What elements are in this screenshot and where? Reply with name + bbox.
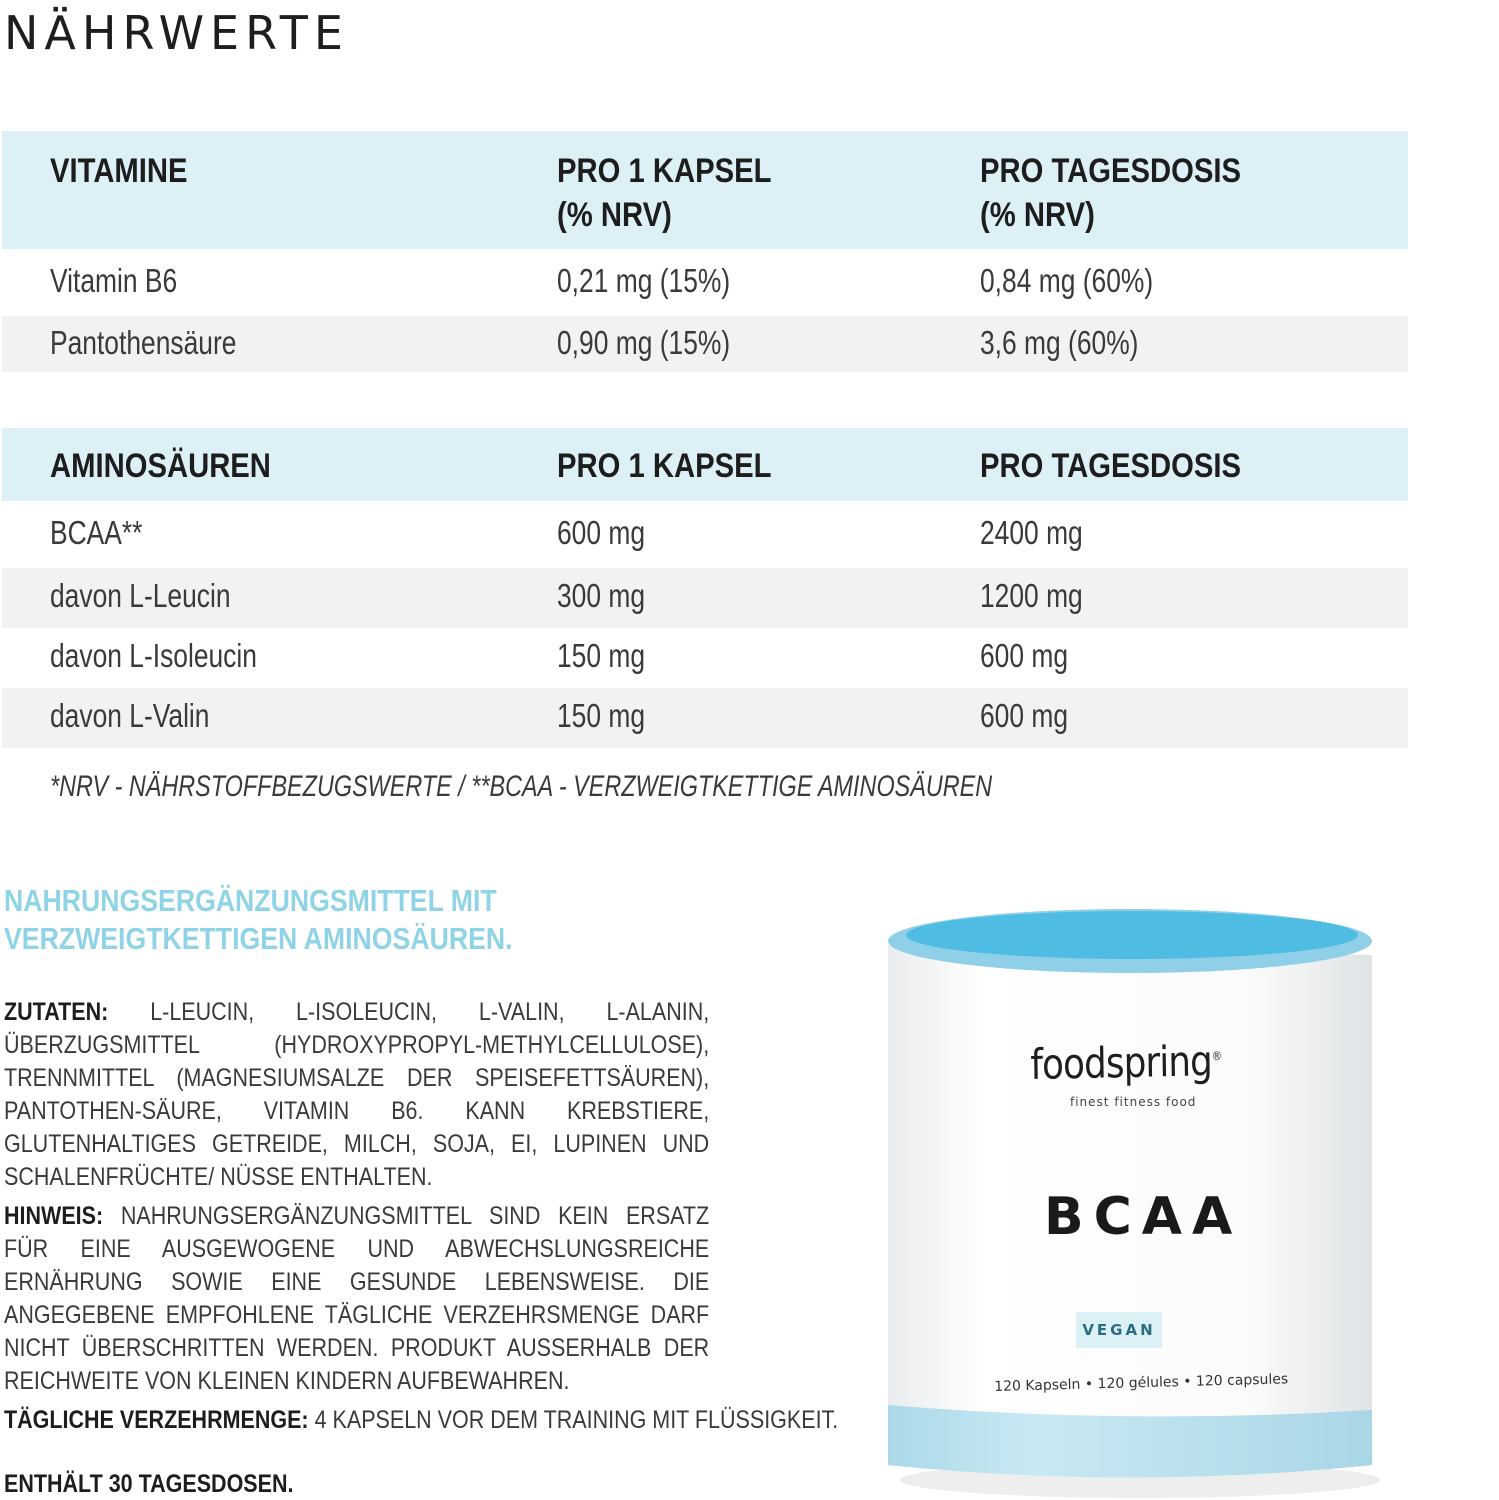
servings-count: ENTHÄLT 30 TAGESDOSEN.	[4, 1470, 294, 1498]
header-aminosaeuren: AMINOSÄUREN	[50, 447, 271, 485]
cell-nutrient: BCAA**	[50, 514, 143, 551]
notice-label: HINWEIS:	[4, 1202, 104, 1230]
cell-nutrient: Pantothensäure	[50, 324, 237, 361]
cell-per-day: 2400 mg	[980, 514, 1083, 551]
cell-per-day: 3,6 mg (60%)	[980, 324, 1139, 361]
product-can-image	[880, 905, 1380, 1500]
header-pro-tagesdosis: PRO TAGESDOSIS (% NRV)	[980, 152, 1242, 234]
daily-dose-text: 4 KAPSELN VOR DEM TRAINING MIT FLÜSSIGKEIT.	[314, 1406, 839, 1434]
table-header	[2, 428, 1408, 501]
table-row	[2, 688, 1408, 748]
ingredients-label: ZUTATEN:	[4, 998, 109, 1026]
cell-per-capsule: 600 mg	[557, 514, 646, 551]
vegan-badge: VEGAN	[1076, 1312, 1162, 1348]
can-lid	[906, 911, 1358, 959]
header-pro-tagesdosis: PRO TAGESDOSIS	[980, 447, 1242, 485]
product-description-heading: NAHRUNGSERGÄNZUNGSMITTEL MIT VERZWEIGTKETTIGEN AMINOSÄUREN.	[4, 883, 513, 956]
ingredients-paragraph	[4, 996, 709, 1194]
notice-paragraph	[4, 1200, 709, 1398]
cell-per-day: 0,84 mg (60%)	[980, 262, 1154, 299]
table-row	[2, 568, 1408, 628]
cell-per-day: 600 mg	[980, 697, 1069, 734]
brand-logo: foodspring®	[1030, 1036, 1222, 1089]
table-row	[2, 628, 1408, 688]
capsule-count: 120 Kapseln • 120 gélules • 120 capsules	[994, 1371, 1289, 1395]
cell-per-day: 600 mg	[980, 637, 1069, 674]
cell-nutrient: davon L-Isoleucin	[50, 637, 257, 674]
cell-nutrient: davon L-Valin	[50, 697, 210, 734]
cell-per-capsule: 300 mg	[557, 577, 646, 614]
cell-per-capsule: 0,21 mg (15%)	[557, 262, 731, 299]
table-row	[2, 316, 1408, 372]
cell-nutrient: Vitamin B6	[50, 262, 178, 299]
header-vitamine: VITAMINE	[50, 152, 188, 190]
cell-per-day: 1200 mg	[980, 577, 1083, 614]
brand-tagline: finest fitness food	[1070, 1095, 1197, 1109]
vitamin-table	[2, 131, 1408, 372]
header-pro-kapsel: PRO 1 KAPSEL	[557, 447, 772, 485]
product-name: BCAA	[1044, 1187, 1243, 1247]
table-row	[2, 249, 1408, 316]
page-title: NÄHRWERTE	[4, 6, 349, 60]
table-row	[2, 501, 1408, 568]
cell-nutrient: davon L-Leucin	[50, 577, 231, 614]
cell-per-capsule: 0,90 mg (15%)	[557, 324, 731, 361]
header-pro-kapsel: PRO 1 KAPSEL (% NRV)	[557, 152, 772, 234]
daily-dose-label: TÄGLICHE VERZEHRMENGE:	[4, 1406, 309, 1434]
footnote: *NRV - NÄHRSTOFFBEZUGSWERTE / **BCAA - VERZWEIGTKETTIGE AMINOSÄUREN	[50, 770, 993, 803]
ingredients-text: L-LEUCIN, L-ISOLEUCIN, L-VALIN, L-ALANIN, ÜBERZUGSMITTEL (HYDROXYPROPYL-METHYLCELLULOSE), TRENNMITTEL (MAGNESIUMSALZE DER SPEISEFETTSÄUREN), PANTOTHEN-SÄURE, VITAMIN B6. KANN KREBSTIERE, GLUTENHALTIGES GETREIDE, MILCH, SOJA, EI, LUPINEN UND SCHALENFRÜCHTE/ NÜSSE ENTHALTEN.	[4, 998, 710, 1191]
notice-text: NAHRUNGSERGÄNZUNGSMITTEL SIND KEIN ERSATZ FÜR EINE AUSGEWOGENE UND ABWECHSLUNGSREICHE ERNÄHRUNG SOWIE EINE GESUNDE LEBENSWEISE. DIE ANGEGEBENE EMPFOHLENE TÄGLICHE VERZEHRSMENGE DARF NICHT ÜBERSCHRITTEN WERDEN. PRODUKT AUSSERHALB DER REICHWEITE VON KLEINEN KINDERN AUFBEWAHREN.	[4, 1202, 710, 1395]
table-header	[2, 131, 1408, 249]
cell-per-capsule: 150 mg	[557, 637, 646, 674]
amino-acid-table	[2, 428, 1408, 748]
daily-dose-paragraph	[4, 1404, 839, 1437]
cell-per-capsule: 150 mg	[557, 697, 646, 734]
